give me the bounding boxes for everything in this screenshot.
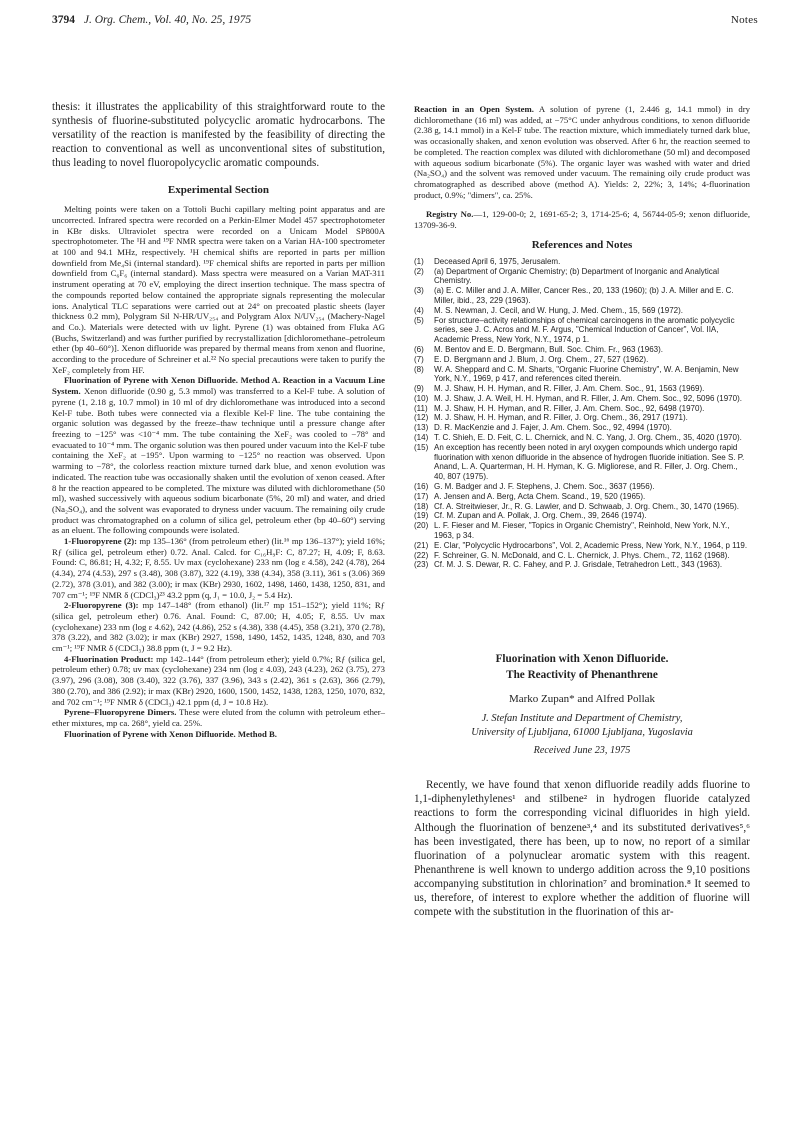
experimental-heading: Experimental Section — [167, 184, 270, 197]
compound-4-title: 4-Fluorination Product: — [64, 653, 154, 664]
reference-item — [414, 404, 750, 414]
reference-number: (12) — [414, 413, 429, 423]
journal-citation: J. Org. Chem., Vol. 40, No. 25, 1975 — [83, 14, 252, 26]
reference-item — [414, 541, 750, 551]
reference-item — [414, 316, 750, 345]
reference-text: Cf. A. Streitwieser, Jr., R. G. Lawler, and D. Schwaab, J. Org. Chem., 30, 1470 (1965). — [434, 501, 740, 511]
reference-number: (4) — [414, 305, 424, 315]
reference-number: (18) — [414, 501, 429, 511]
dimers-paragraph — [52, 707, 385, 728]
reference-text: M. J. Shaw, H. H. Hyman, and R. Filler, J. Am. Chem. Soc., 92, 6498 (1970). — [434, 403, 705, 413]
reference-number: (5) — [414, 315, 424, 325]
open-system-body: A solution of pyrene (1, 2.446 g, 14.1 mmol) in dry dichloromethane (16 ml) was added, at −75°C under anhydrous conditions, to xenon difluoride (2.38 g, 14.1 mmol) in a Kel-F tube. The reaction mixture, which immediately turned dark blue, was occasionally shaken, and xenon evolution was observed. After 6 hr, the reaction seemed to be completed. The reaction complex was diluted with dichloromethane (50 ml) and decomposed with aqueous sodium bicarbonate (5%). The organic layer was washed with water and dried (Na₂SO₄) and the solvent was removed under vacuum. The remaining oily crude product was chromatographed as described above (method A). Yields: 2, 22%; 3, 14%; 4-fluorination product, 0.9%; "dimers", ca. 25%. — [414, 104, 750, 200]
reference-text: L. F. Fieser and M. Fieser, "Topics in Organic Chemistry", Reinhold, New York, N.Y., 1963, p 34. — [434, 521, 730, 541]
reference-number: (14) — [414, 433, 429, 443]
reference-number: (10) — [414, 393, 429, 403]
reference-number: (20) — [414, 521, 429, 531]
reference-item — [414, 355, 750, 365]
reference-number: (13) — [414, 423, 429, 433]
reference-text: M. S. Newman, J. Cecil, and W. Hung, J. Med. Chem., 15, 569 (1972). — [434, 305, 683, 315]
reference-item — [414, 482, 750, 492]
reference-text: D. R. MacKenzie and J. Fajer, J. Am. Chem. Soc., 92, 4994 (1970). — [434, 423, 672, 433]
reference-number: (8) — [414, 364, 424, 374]
reference-item — [414, 286, 750, 306]
reference-text: M. J. Shaw, H. H. Hyman, and R. Filler, J. Am. Chem. Soc., 91, 1563 (1969). — [434, 384, 705, 394]
reference-number: (17) — [414, 491, 429, 501]
column-gap — [414, 570, 750, 652]
reference-number: (21) — [414, 540, 429, 550]
header-left — [52, 14, 251, 26]
compound-4-body: mp 142–144° (from petroleum ether); yield 0.7%; Rƒ (silica gel, petroleum ether) 0.78; uv max (cyclohexane) 234 nm (log ε 4.03), 243 (4.23), 262 (3.75), 273 (3.97), 296 (3.08), 308 (3.40), 322 (3.76), 337 (3.96), 343 s (2.42), 361 s (2.63), 366 (2.79), 380 (2.70), and 386 (2.92); ir max (KBr) 2920, 1600, 1500, 1452, 1438, 1283, 1250, 1070, 832, and 702 cm⁻¹; ¹⁹F NMR δ (CDCl₃) 42.1 ppm (d, J = 10.8 Hz). — [52, 653, 385, 707]
registry-paragraph — [414, 209, 750, 230]
reference-number: (9) — [414, 384, 424, 394]
compound-4-paragraph — [52, 654, 385, 708]
method-a-title: Fluorination of Pyrene with Xenon Difluoride. Method A. Reaction in a Vacuum Line System. — [52, 375, 385, 397]
compound-2-paragraph — [52, 536, 385, 600]
reference-text: M. Bentov and E. D. Bergmann, Bull. Soc. Chim. Fr., 963 (1963). — [434, 344, 663, 354]
reference-number: (6) — [414, 344, 424, 354]
reference-number: (7) — [414, 354, 424, 364]
section-name: Notes — [730, 14, 758, 26]
compound-2-body: mp 135–136° (from petroleum ether) (lit.¹⁶ mp 136–137°); yield 16%; Rƒ (silica gel, petroleum ether) 0.72. Anal. Calcd. for C₁₆H₉F: C, 87.27; H, 4.09; F, 8.63. Found: C, 86.81; H, 4.32; F, 8.55. Uv max (cyclohexane) 233 nm (log ε 4.58), 242 (4.78), 264 (4.34), 274 (4.53), 297 s (3.48), 308 (3.87), 322 (4.19), 338 (4.34), 358 (3.11), 361 s (3.06) 369 (2.72), 378 (3.01), and 382 (3.00); ir max (KBr) 2930, 1602, 1498, 1460, 1438, 1250, 831, and 707 cm⁻¹; ¹⁹F NMR δ (CDCl₃)²³ 43.2 ppm (q, J₁ = 10.0, J₂ = 5.4 Hz). — [52, 536, 385, 600]
method-a-body: Xenon difluoride (0.90 g, 5.3 mmol) was transferred to a Kel-F tube. A solution of pyrene (1, 2.18 g, 10.7 mmol) in 10 ml of dry dichloromethane was introduced into a second Kel-F tube. Both tubes were connected via a flexible Kel-F line. The tube containing the organic solution was degassed by the freeze–thaw technique until a pressure change after freezing to −125° was <10⁻⁴ mm. The tube containing the XeF₂ was cooled to −78° and evacuated to 10⁻⁴ mm. The organic solution was then poured under vacuum into the Kel-F tube containing the XeF₂ at −195°. Upon warming to −125° no reaction was observed. Upon warming to −78°, the colorless reaction mixture turned dark blue, and xenon evolution was indicated. The reaction tube was occasionally shaken until the evolution of xenon ceased. After 8 hr the reaction appeared to be completed. The mixture was diluted with dichloromethane (50 ml), washed successively with aqueous sodium bicarbonate (5%, 20 ml) and water, and dried (Na₂SO₄), and the solvent was evaporated to dryness under vacuum. The remaining oily crude product was chromatographed on a column of silica gel, petroleum ether (bp 40–60°) serving as an eluent. The following compounds were isolated. — [52, 386, 385, 536]
reference-item — [414, 423, 750, 433]
reference-number: (23) — [414, 560, 429, 570]
reference-text: For structure–activity relationships of chemical carcinogens in the aromatic polycyclic series, see J. C. Acros and M. F. Argus, "Chemical Induction of Cancer", Vol. IIA, Academic Press, New York, N.Y., 1974, p 1. — [434, 315, 735, 345]
dimers-title: Pyrene–Fluoropyrene Dimers. — [64, 707, 177, 718]
affiliation — [414, 712, 750, 739]
experimental-paragraph: Melting points were taken on a Tottoli Buchi capillary melting point apparatus and are uncorrected. Infrared spectra were recorded on a Perkin-Elmer Model 457 spectrophotometer in KBr disks. Ultraviolet spectra were recorded on a Unicam Model SP800A spectrophotometer. The ¹H and ¹⁹F NMR spectra were taken on a Varian HA-100 spectrometer at 100 and 94.1 MHz, respectively. ¹H chemical shifts are reported in parts per million downfield from Me₄Si (internal standard). ¹⁹F chemical shifts are reported in parts per million downfield from C₆F₆ (internal standard). Mass spectra were measured on a Varian MAT-311 instrument operating at 70 eV, employing the direct insertion technique. The mass spectra of the compounds reported below contained the appropriate signals representing the molecular ions. Analytical TLC separations were carried out at 24° on precoated plastic sheets (layer thickness 0.2 mm), Polygram Sil N-HR/UV₂₅₄ and Polygram Alox N/UV₂₅₄ (Machery-Nagel and Co.). Materials were detected with uv light. Pyrene (1) was obtained from Fluka AG (Buchs, Switzerland) and was further purified by recrystallization [dichloromethane–petroleum ether (bp 40–60°)]. Xenon difluoride was prepared by thermal means from xenon and fluorine, according to the procedure of Schreiner et al.²² No special precautions were taken to purify the XeF₂ completely from HF. — [52, 204, 385, 375]
affiliation-line-1: J. Stefan Institute and Department of Chemistry, — [481, 713, 683, 725]
reference-text: F. Schreiner, G. N. McDonald, and C. L. Chernick, J. Phys. Chem., 72, 1162 (1968). — [434, 550, 730, 560]
references-list — [414, 257, 750, 571]
reference-number: (19) — [414, 511, 429, 521]
dimers-body: These were eluted from the column with petroleum ether–ether mixtures, mp ca. 268°, yield ca. 25%. — [52, 707, 386, 728]
open-system-paragraph — [414, 104, 750, 200]
reference-number: (16) — [414, 482, 429, 492]
reference-item — [414, 413, 750, 423]
continued-paragraph: thesis: it illustrates the applicability of this straightforward route to the synthesis of fluorine-substituted polycyclic aromatic hydrocarbons. The versatility of the reaction is manifested by the feasibility of directing the reaction to conventional as well as unconventional sites of substitution, thus leading to novel fluoropolycyclic aromatic compounds. — [52, 101, 385, 170]
article-title-line-1: Fluorination with Xenon Difluoride. — [495, 653, 669, 666]
method-a-paragraph — [52, 375, 385, 536]
open-system-title: Reaction in an Open System. — [414, 104, 534, 114]
registry-body: —1, 129-00-0; 2, 1691-65-2; 3, 1714-25-6; 4, 56744-05-9; xenon difluoride, 13709-36-9. — [414, 209, 750, 231]
reference-text: M. J. Shaw, H. H. Hyman, and R. Filler, J. Org. Chem., 36, 2917 (1971). — [434, 413, 688, 423]
reference-item — [414, 365, 750, 385]
method-b-paragraph — [52, 729, 385, 740]
registry-title: Registry No. — [426, 209, 474, 220]
reference-number: (1) — [414, 256, 424, 266]
running-header — [52, 14, 758, 34]
article-title-line-2: The Reactivity of Phenanthrene — [506, 668, 658, 681]
reference-item — [414, 560, 750, 570]
reference-item — [414, 267, 750, 287]
article-intro — [414, 778, 750, 919]
intro-paragraph: Recently, we have found that xenon difluoride readily adds fluorine to 1,1-diphenylethylenes¹ and stilbene² in hydrogen fluoride catalyzed reactions to form the corresponding vicinal difluorides in high yield. Although the fluorination of benzene³,⁴ and its substituted derivatives⁵,⁶ has been investigated, there has been, up to now, no report of a similar fluorination of a polynuclear aromatic system with this reagent. Phenanthrene is well known to undergo addition across the 9,10 positions accompanying substitution in chlorination⁷ and bromination.⁸ It seemed to us, therefore, of interest to explore whether the addition of fluorine will compete with the substitution in the fluorination of this ar- — [414, 779, 750, 919]
reference-item — [414, 384, 750, 394]
authors: Marko Zupan* and Alfred Pollak — [508, 693, 656, 706]
reference-item — [414, 443, 750, 482]
reference-text: A. Jensen and A. Berg, Acta Chem. Scand., 19, 520 (1965). — [434, 491, 646, 501]
references-heading: References and Notes — [531, 238, 633, 251]
reference-number: (22) — [414, 550, 429, 560]
affiliation-line-2: University of Ljubljana, 61000 Ljubljana, Yugoslavia — [471, 726, 693, 738]
reference-text: W. A. Sheppard and C. M. Sharts, "Organic Fluorine Chemistry", W. A. Benjamin, New York, N.Y., 1969, p 417, and references cited therein. — [434, 364, 739, 384]
right-column — [414, 104, 750, 919]
reference-number: (11) — [414, 403, 428, 413]
compound-3-title: 2-Fluoropyrene (3): — [64, 600, 139, 611]
reference-text: M. J. Shaw, J. A. Weil, H. H. Hyman, and R. Filler, J. Am. Chem. Soc., 92, 5096 (1970). — [434, 393, 742, 403]
reference-text: E. Clar, "Polycyclic Hydrocarbons", Vol. 2, Academic Press, New York, N.Y., 1964, p 119. — [434, 540, 748, 550]
reference-item — [414, 551, 750, 561]
reference-item — [414, 521, 750, 541]
reference-text: Cf. M. J. S. Dewar, R. C. Fahey, and P. J. Grisdale, Tetrahedron Lett., 343 (1963). — [434, 560, 723, 570]
reference-item — [414, 345, 750, 355]
reference-item — [414, 394, 750, 404]
reference-item — [414, 492, 750, 502]
compound-3-body: mp 147–148° (from ethanol) (lit.¹⁷ mp 151–152°); yield 11%; Rƒ (silica gel, petroleum ether) 0.76. Anal. Found: C, 87.00; H, 4.05; F, 8.55. Uv max (cyclohexane) 233 nm (log ε 4.62), 242 (4.86), 252 s (4.38), 338 (4.45), 358 (3.21), 370 (2.78), 378 (3.22), and 382 (3.02); ir max (KBr) 2927, 1598, 1490, 1452, 1435, 1248, 830, and 703 cm⁻¹; ¹⁹F NMR δ (CDCl₃) 38.8 ppm (t, J = 9.2 Hz). — [52, 600, 385, 654]
reference-text: An exception has recently been noted in aryl oxygen compounds which undergo rapid fluorination with xenon difluoride in the absence of hydrogen fluoride initiation. See S. P. Anand, L. A. Quarterman, H. H. Hyman, K. G. Migliorese, and R. Filler, J. Org. Chem., 40, 807 (1975). — [434, 442, 745, 482]
reference-text: (a) E. C. Miller and J. A. Miller, Cancer Res., 20, 133 (1960); (b) J. A. Miller and E. C. Miller, ibid., 23, 229 (1963). — [434, 286, 734, 305]
reference-item — [414, 433, 750, 443]
compound-2-title: 1-Fluoropyrene (2): — [64, 536, 137, 547]
method-b-title: Fluorination of Pyrene with Xenon Difluoride. Method B. — [64, 728, 277, 739]
reference-text: Cf. M. Zupan and A. Pollak, J. Org. Chem., 39, 2646 (1974). — [434, 511, 647, 521]
compound-3-paragraph — [52, 600, 385, 654]
reference-item — [414, 306, 750, 316]
reference-text: G. M. Badger and J. F. Stephens, J. Chem. Soc., 3637 (1956). — [434, 482, 655, 492]
article-title — [414, 652, 750, 683]
reference-text: E. D. Bergmann and J. Blum, J. Org. Chem., 27, 527 (1962). — [434, 354, 649, 364]
page-number: 3794 — [52, 14, 75, 26]
received-date: Received June 23, 1975 — [533, 745, 631, 757]
left-column — [52, 102, 385, 739]
reference-number: (3) — [414, 286, 424, 296]
reference-item — [414, 257, 750, 267]
reference-item — [414, 502, 750, 512]
reference-text: (a) Department of Organic Chemistry; (b) Department of Inorganic and Analytical Chemistry. — [434, 266, 720, 286]
reference-text: Deceased April 6, 1975, Jerusalem. — [434, 256, 561, 266]
reference-number: (2) — [414, 266, 424, 276]
reference-number: (15) — [414, 442, 429, 452]
reference-item — [414, 511, 750, 521]
reference-text: T. C. Shieh, E. D. Feit, C. L. Chernick, and N. C. Yang, J. Org. Chem., 35, 4020 (1970). — [434, 433, 742, 443]
